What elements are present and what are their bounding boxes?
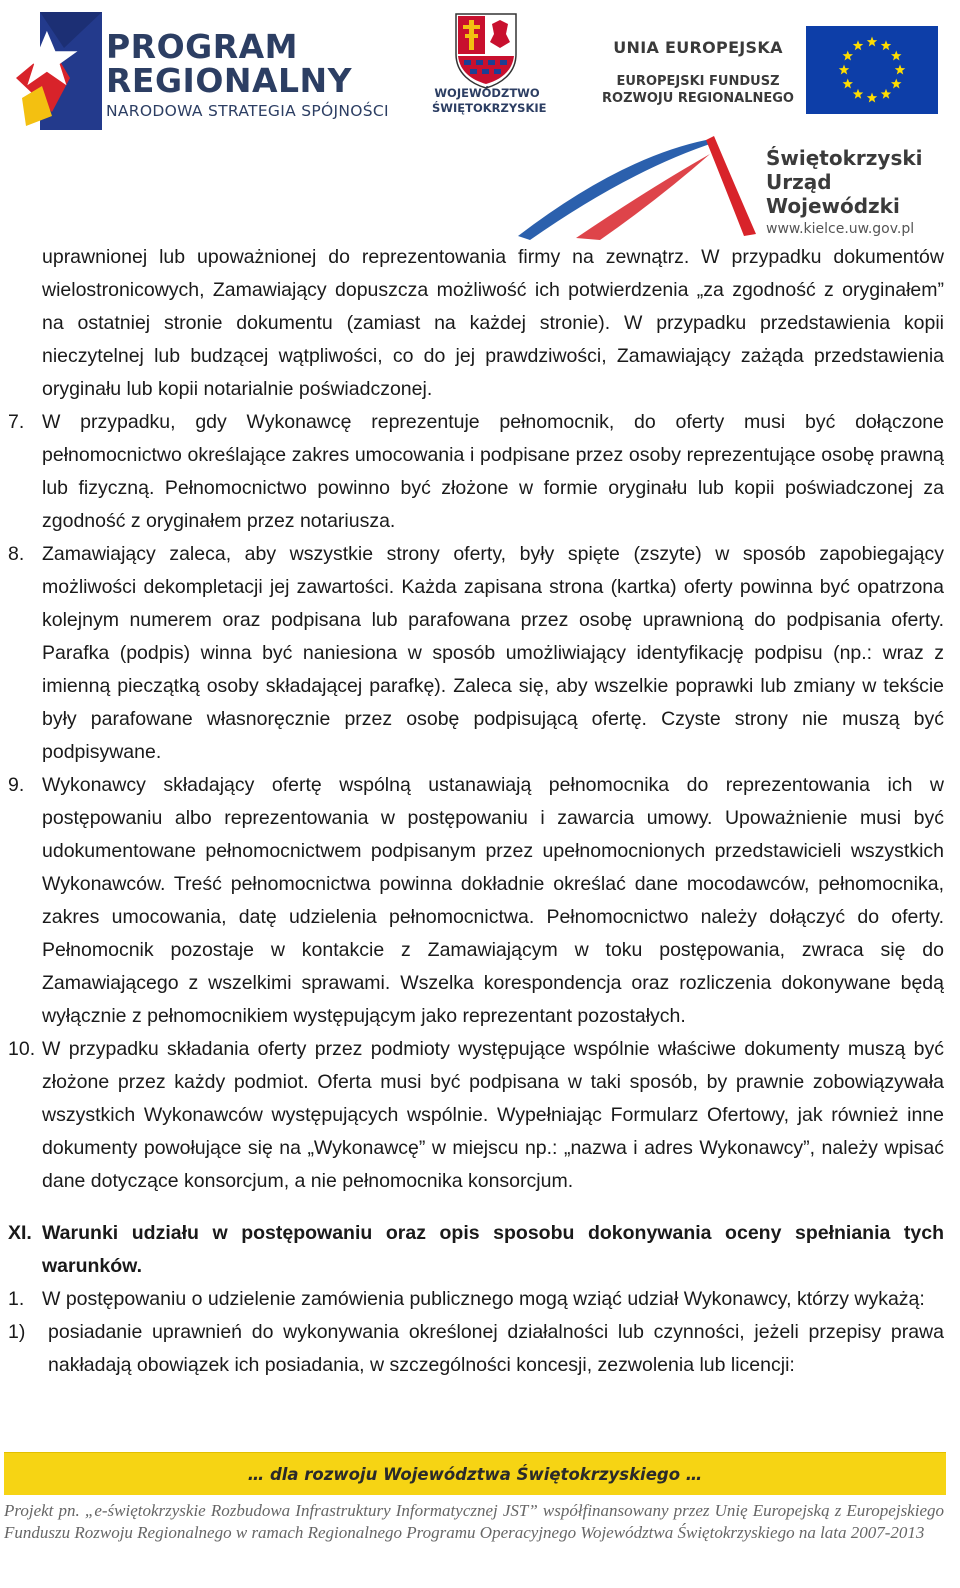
section-number: XI.	[8, 1222, 32, 1244]
eu-fund-line1: EUROPEJSKI FUNDUSZ	[616, 74, 780, 89]
list-item-text: Zamawiający zaleca, aby wszystkie strony oferty, były spięte (zszyte) w sposób zapobiegający możliwości dekompletacji jej zawartości. Każda zapisana strona (kartka) oferty powinna być opatrzona kolejnym numerem oraz podpisana lub parafowana przez osobę uprawnioną do podpisania oferty. Parafka (podpis) winna być naniesiona w sposób umożliwiający identyfikację podpisu (np.: wraz z imienną pieczątką osoby składającej parafkę). Zaleca się, aby wszelkie poprawki lub zmiany w tekście były parafowane własnoręcznie przez osobę podpisującą ofertę. Czyste strony nie muszą być podpisywane.	[42, 543, 944, 763]
list-item-number: 8.	[8, 543, 25, 565]
list-item-number: 10.	[8, 1038, 36, 1060]
sub-list-item-number: 1)	[8, 1321, 26, 1343]
voivodeship-crest-icon	[452, 10, 520, 90]
program-regionalny-logo-icon	[12, 8, 112, 136]
eu-flag-icon	[806, 26, 938, 114]
office-wordmark	[766, 146, 960, 240]
office-name-line2: Urząd Wojewódzki	[766, 170, 900, 218]
list-item	[8, 538, 944, 769]
voivodeship-line2: ŚWIĘTOKRZYSKIE	[432, 101, 547, 115]
office-name-line1: Świętokrzyski	[766, 146, 923, 170]
list-item-text: Wykonawcy składający ofertę wspólną ustanawiają pełnomocnika do reprezentowania ich w postępowaniu albo reprezentowania w postępowaniu i zawarcia umowy. Upoważnienie musi być udokumentowane pełnomocnictwem podpisanym przez upełnomocnionych przedstawicieli wszystkich Wykonawców. Treść pełnomocnictwa powinna dokładnie określać dane mocodawców, pełnomocnika, zakres umocowania, datę udzielenia pełnomocnictwa. Pełnomocnictwo należy dołączyć do oferty. Pełnomocnik pozostaje w kontakcie z Zamawiającym w toku postępowania, zwraca się do Zamawiającego z wszelkimi sprawami. Wszelka korespondencja oraz rozliczenia dokonywane będą wyłącznie z pełnomocnikiem występującym jako reprezentant pozostałych.	[42, 774, 944, 1027]
section-list-item	[8, 1283, 944, 1316]
voivodeship-line1: WOJEWÓDZTWO	[434, 86, 540, 100]
document-body	[8, 241, 944, 1382]
voivodeship-label	[432, 86, 547, 116]
eu-fund-line2: ROZWOJU REGIONALNEGO	[602, 91, 794, 106]
list-item	[8, 1033, 944, 1198]
sub-list-item-text: posiadanie uprawnień do wykonywania określonej działalności lub czynności, jeżeli przepisy prawa nakładają obowiązek ich posiadania, w szczególności koncesji, zezwolenia lub licencji:	[48, 1321, 944, 1376]
program-subtitle: NARODOWA STRATEGIA SPÓJNOŚCI	[106, 102, 389, 120]
page-header	[0, 0, 960, 240]
list-item	[8, 769, 944, 1033]
eu-title: UNIA EUROPEJSKA	[613, 38, 783, 57]
program-regionalny-wordmark	[106, 27, 389, 120]
list-item-text: W przypadku składania oferty przez podmioty występujące wspólnie właściwe dokumenty muszą być złożone przez każdy podmiot. Oferta musi być podpisana w taki sposób, by prawnie zobowiązywała wszystkich Wykonawców występujących wspólnie. Wypełniając Formularz Ofertowy, jak również inne dokumenty powołujące się na „Wykonawcę” w miejscu np.: „nazwa i adres Wykonawcy”, należy wpisać dane dotyczące konsorcjum, a nie pełnomocnika konsorcjum.	[42, 1038, 944, 1192]
program-title-line1: PROGRAM	[106, 27, 299, 66]
list-item	[8, 406, 944, 538]
section-heading	[8, 1217, 944, 1283]
list-item-number: 9.	[8, 774, 25, 796]
footer-project-note: Projekt pn. „e-świętokrzyskie Rozbudowa Infrastruktury Informatycznej JST” współfinansowany przez Unię Europejską z Europejskiego Funduszu Rozwoju Regionalnego w ramach Regionalnego Programu Operacyjnego Województwa Świętokrzyskiego na lata 2007-2013	[4, 1501, 944, 1542]
footer-slogan-band	[4, 1452, 946, 1495]
office-url: www.kielce.uw.gov.pl	[766, 221, 915, 237]
section-list-item-number: 1.	[8, 1288, 25, 1310]
eu-label	[598, 38, 798, 107]
list-item-number: 7.	[8, 411, 25, 433]
sub-list-item	[8, 1316, 944, 1382]
section-title: Warunki udziału w postępowaniu oraz opis sposobu dokonywania oceny spełniania tych warunków.	[42, 1222, 944, 1277]
section-list-item-text: W postępowaniu o udzielenie zamówienia publicznego mogą wziąć udział Wykonawcy, którzy wykażą:	[42, 1288, 925, 1310]
list-item-text: W przypadku, gdy Wykonawcę reprezentuje pełnomocnik, do oferty musi być dołączone pełnomocnictwo określające zakres umocowania i podpisane przez osoby reprezentujące osobę prawną lub fizyczną. Pełnomocnictwo powinno być złożone w formie oryginału lub kopii poświadczonej za zgodność z oryginałem przez notariusza.	[42, 411, 944, 532]
office-arcs-icon	[500, 118, 790, 240]
footer-slogan: … dla rozwoju Województwa Świętokrzyskiego …	[247, 1464, 703, 1484]
program-title-line2: REGIONALNY	[106, 61, 353, 100]
intro-paragraph: uprawnionej lub upoważnionej do reprezentowania firmy na zewnątrz. W przypadku dokumentów wielostronicowych, Zamawiający dopuszcza możliwość ich potwierdzenia „za zgodność z oryginałem” na ostatniej stronie dokumentu (zamiast na każdej stronie). W przypadku przedstawienia kopii nieczytelnej lub budzącej wątpliwości, co do jej prawdziwości, Zamawiający zażąda przedstawienia oryginału lub kopii notarialnie poświadczonej.	[42, 246, 944, 400]
